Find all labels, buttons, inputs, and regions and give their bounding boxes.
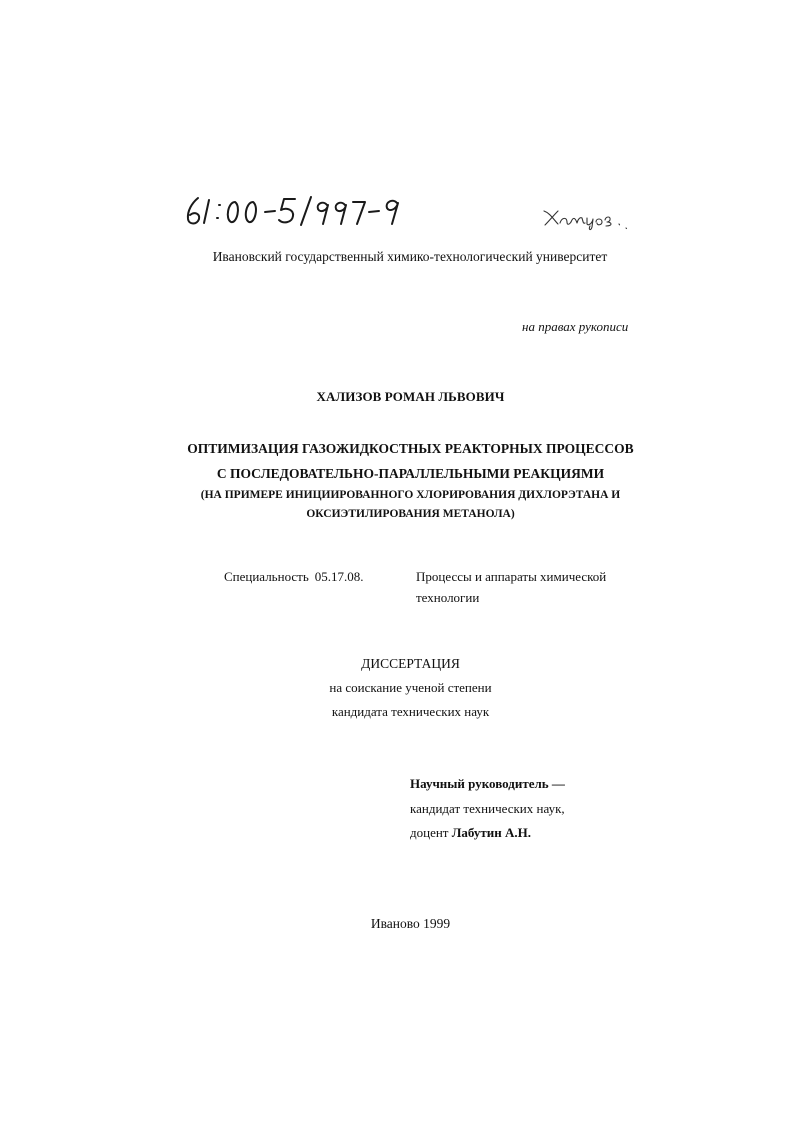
specialty-label-line bbox=[224, 569, 364, 585]
supervisor-name: Лабутин А.Н. bbox=[451, 825, 532, 840]
supervisor-heading: Научный руководитель — bbox=[410, 776, 565, 791]
manuscript-rights-note: на правах рукописи bbox=[522, 319, 629, 334]
supervisor-degree: кандидат технических наук, bbox=[410, 801, 565, 816]
title-line-2: С ПОСЛЕДОВАТЕЛЬНО-ПАРАЛЛЕЛЬНЫМИ РЕАКЦИЯМИ bbox=[216, 466, 605, 481]
title-line-1: ОПТИМИЗАЦИЯ ГАЗОЖИДКОСТНЫХ РЕАКТОРНЫХ ПРОЦЕССОВ bbox=[187, 441, 634, 456]
degree-purpose: на соискание ученой степени bbox=[329, 680, 492, 695]
author-name: ХАЛИЗОВ РОМАН ЛЬВОВИЧ bbox=[316, 389, 505, 404]
city-year: Иваново 1999 bbox=[370, 916, 451, 931]
dissertation-heading: ДИССЕРТАЦИЯ bbox=[361, 656, 460, 671]
specialty-name-line-1: Процессы и аппараты химической bbox=[416, 569, 607, 584]
title-line-4: ОКСИЭТИЛИРОВАНИЯ МЕТАНОЛА) bbox=[306, 508, 515, 520]
specialty-label: Специальность bbox=[224, 569, 309, 584]
title-line-3: (НА ПРИМЕРЕ ИНИЦИИРОВАННОГО ХЛОРИРОВАНИЯ ДИХЛОРЭТАНА И bbox=[200, 489, 621, 501]
specialty-name-line-2: технологии bbox=[416, 590, 480, 605]
signature-handwritten bbox=[540, 204, 632, 234]
degree-name: кандидата технических наук bbox=[331, 704, 490, 719]
university-name: Ивановский государственный химико-технологический университет bbox=[212, 249, 608, 264]
dissertation-title bbox=[0, 436, 795, 524]
supervisor-line bbox=[410, 825, 531, 841]
specialty-code: 05.17.08. bbox=[314, 569, 364, 584]
catalog-number-handwritten bbox=[183, 191, 408, 237]
supervisor-title: доцент bbox=[410, 825, 449, 840]
